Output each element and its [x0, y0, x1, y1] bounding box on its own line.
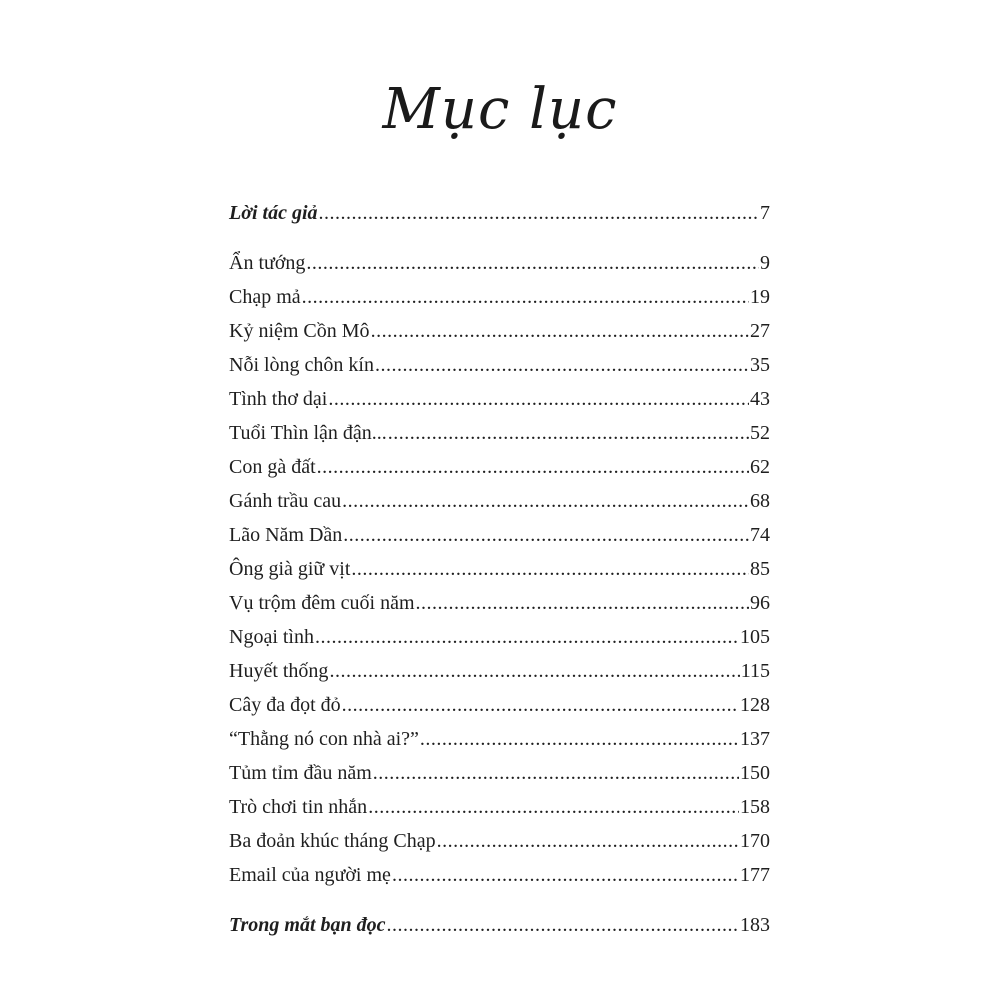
toc-entry-page: 183: [740, 914, 770, 936]
dot-leader: [315, 620, 739, 654]
dot-leader: [317, 450, 749, 484]
toc-entry[interactable]: [229, 586, 770, 620]
toc-entry[interactable]: [229, 552, 770, 586]
toc-entry[interactable]: [229, 416, 770, 450]
toc-entry-page: 19: [750, 286, 770, 308]
toc-entry-title: Tình thơ dại: [229, 388, 328, 410]
toc-entry-title: Gánh trầu cau: [229, 490, 342, 512]
dot-leader: [342, 484, 749, 518]
dot-leader: [302, 280, 749, 314]
toc-entry[interactable]: [229, 348, 770, 382]
dot-leader: [329, 654, 739, 688]
dot-leader: [368, 790, 739, 824]
toc-entry-title: Tuổi Thìn lận đận...: [229, 422, 387, 444]
toc-entry-title: Chạp mả: [229, 286, 301, 308]
toc-entry-title: Ông già giữ vịt: [229, 558, 351, 580]
toc-entry-title: Ẩn tướng: [229, 252, 306, 274]
dot-leader: [420, 722, 739, 756]
toc-entry-title: Huyết thống: [229, 660, 329, 682]
toc-entry-title: Ba đoản khúc tháng Chạp: [229, 830, 436, 852]
toc-entry-title: Cây đa đọt đỏ: [229, 694, 341, 716]
dot-leader: [319, 196, 760, 230]
toc-entry[interactable]: [229, 756, 770, 790]
dot-leader: [416, 586, 749, 620]
toc-entry-page: 62: [750, 456, 770, 478]
toc-entry-page: 68: [750, 490, 770, 512]
toc-entry-title: Con gà đất: [229, 456, 316, 478]
toc-entry-page: 96: [750, 592, 770, 614]
toc-entry-readers-view[interactable]: [229, 908, 770, 942]
toc-entry[interactable]: [229, 824, 770, 858]
toc-entry-page: 7: [760, 202, 770, 224]
dot-leader: [328, 382, 749, 416]
toc-entry[interactable]: [229, 620, 770, 654]
toc-entry-page: 43: [750, 388, 770, 410]
dot-leader: [306, 246, 759, 280]
toc-entry-author-preface[interactable]: [229, 196, 770, 230]
toc-entry-page: 128: [740, 694, 770, 716]
toc-entry[interactable]: [229, 858, 770, 892]
toc-entry-title: Lão Năm Dần: [229, 524, 343, 546]
toc-entry[interactable]: [229, 688, 770, 722]
toc-entry-page: 35: [750, 354, 770, 376]
dot-leader: [342, 688, 739, 722]
toc-entry-title: Tủm tỉm đầu năm: [229, 762, 372, 784]
toc-entry[interactable]: [229, 314, 770, 348]
toc-entry-page: 158: [740, 796, 770, 818]
toc-entry[interactable]: [229, 382, 770, 416]
table-of-contents: [229, 196, 770, 942]
toc-entry-page: 52: [750, 422, 770, 444]
toc-entry[interactable]: [229, 722, 770, 756]
page-title: Mục lục: [382, 77, 618, 142]
toc-entry-page: 170: [740, 830, 770, 852]
toc-entry[interactable]: [229, 790, 770, 824]
toc-entry[interactable]: [229, 484, 770, 518]
dot-leader: [371, 314, 749, 348]
toc-entry-page: 137: [740, 728, 770, 750]
dot-leader: [392, 858, 739, 892]
toc-entry-title: Lời tác giả: [229, 202, 318, 224]
toc-entry[interactable]: [229, 280, 770, 314]
toc-entry[interactable]: [229, 246, 770, 280]
toc-entry[interactable]: [229, 654, 770, 688]
toc-entry-title: Trong mắt bạn đọc: [229, 914, 386, 936]
toc-entry-page: 177: [740, 864, 770, 886]
toc-entry-page: 74: [750, 524, 770, 546]
toc-entry-page: 85: [750, 558, 770, 580]
dot-leader: [437, 824, 739, 858]
toc-entry[interactable]: [229, 450, 770, 484]
toc-entry-title: “Thằng nó con nhà ai?”: [229, 728, 419, 750]
dot-leader: [388, 416, 749, 450]
dot-leader: [351, 552, 749, 586]
toc-entry-title: Vụ trộm đêm cuối năm: [229, 592, 415, 614]
toc-entry-title: Ngoại tình: [229, 626, 314, 648]
dot-leader: [343, 518, 749, 552]
toc-entry-page: 27: [750, 320, 770, 342]
toc-entry[interactable]: [229, 518, 770, 552]
toc-entry-page: 9: [760, 252, 770, 274]
dot-leader: [387, 908, 740, 942]
dot-leader: [373, 756, 739, 790]
toc-entry-page: 105: [740, 626, 770, 648]
toc-entry-title: Trò chơi tin nhắn: [229, 796, 368, 818]
toc-entry-page: 150: [740, 762, 770, 784]
toc-entry-page: 115: [740, 660, 770, 682]
toc-entry-title: Email của người mẹ: [229, 864, 391, 886]
dot-leader: [375, 348, 749, 382]
toc-entry-title: Kỷ niệm Cồn Mô: [229, 320, 370, 342]
toc-entry-title: Nỗi lòng chôn kín: [229, 354, 374, 376]
